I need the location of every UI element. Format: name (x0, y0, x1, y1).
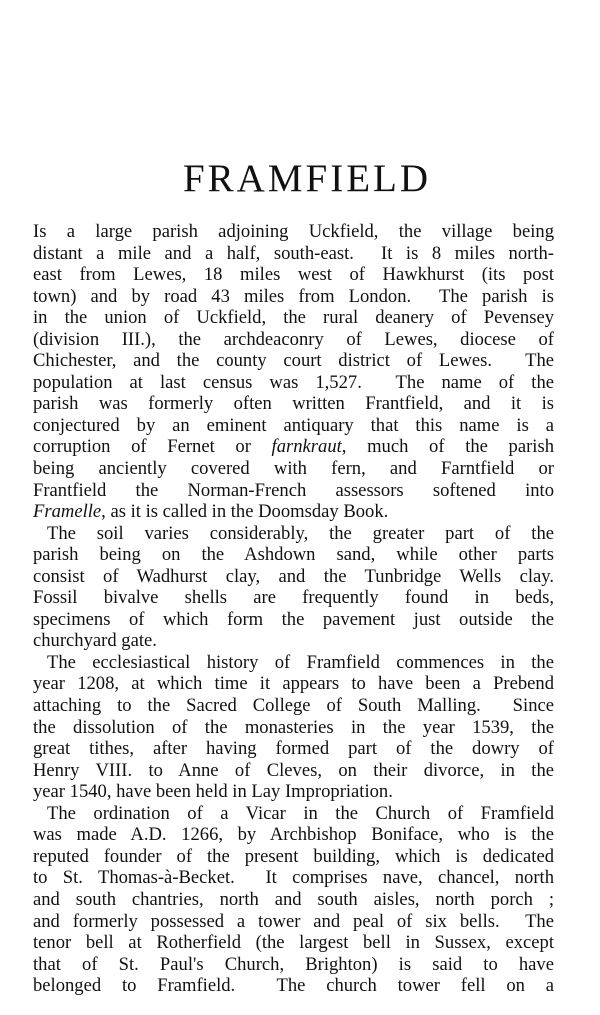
text-line (33, 975, 554, 997)
text-run: Fossil bivalve shells are frequently found in beds, (33, 587, 554, 609)
text-line (33, 436, 554, 458)
text-run: (division III.), the archdeaconry of Lewes, diocese of (33, 328, 554, 350)
text-run: attaching to the Sacred College of South Malling. Since (33, 695, 554, 717)
text-line (33, 587, 554, 609)
text-run: parish was formerly often written Frantfield, and it is (33, 393, 554, 415)
text-line (33, 501, 554, 523)
text-line (33, 523, 554, 545)
text-line (33, 803, 554, 825)
text-run: specimens of which form the pavement just outside the (33, 608, 554, 630)
text-run: and south chantries, north and south aisles, north porch ; (33, 888, 554, 910)
text-run: that of St. Paul's Church, Brighton) is said to have (33, 953, 554, 975)
text-line (33, 566, 554, 588)
text-line (33, 781, 554, 803)
text-run: great tithes, after having formed part of the dowry of (33, 738, 554, 760)
text-run: Frantfield the Norman-French assessors softened into (33, 479, 554, 501)
text-run: the dissolution of the monasteries in the year 1539, the (33, 716, 554, 738)
text-line (33, 393, 554, 415)
text-line (33, 673, 554, 695)
text-run: was made A.D. 1266, by Archbishop Boniface, who is the (33, 824, 554, 846)
text-run: The soil varies considerably, the greater part of the (47, 522, 554, 544)
text-run: The ecclesiastical history of Framfield commences in the (47, 651, 554, 673)
text-line (33, 544, 554, 566)
text-line (33, 954, 554, 976)
text-run: year 1540, have been held in Lay Impropriation. (33, 781, 393, 803)
text-run: Henry VIII. to Anne of Cleves, on their divorce, in the (33, 759, 554, 781)
text-line (33, 480, 554, 502)
text-line (33, 609, 554, 631)
text-run: east from Lewes, 18 miles west of Hawkhurst (its post (33, 264, 554, 286)
text-run: being anciently covered with fern, and Farntfield or (33, 458, 554, 480)
text-run: , much of the parish (341, 436, 555, 458)
text-run: consist of Wadhurst clay, and the Tunbridge Wells clay. (33, 565, 554, 587)
text-run: year 1208, at which time it appears to have been a Prebend (33, 673, 554, 695)
text-run: tenor bell at Rotherfield (the largest bell in Sussex, except (33, 932, 554, 954)
text-line (33, 846, 554, 868)
text-line (33, 695, 554, 717)
page-title: FRAMFIELD (182, 157, 432, 200)
text-run: Is a large parish adjoining Uckfield, the village being (33, 221, 554, 242)
text-run: parish being on the Ashdown sand, while other parts (33, 544, 554, 566)
text-line (33, 243, 554, 265)
text-line (33, 867, 554, 889)
text-run: to St. Thomas-à-Becket. It comprises nave, chancel, north (33, 867, 554, 889)
text-run: , as it is called in the Doomsday Book. (101, 501, 389, 523)
text-line (33, 307, 554, 329)
text-run: population at last census was 1,527. The name of the (33, 371, 554, 393)
text-run: in the union of Uckfield, the rural deanery of Pevensey (33, 307, 554, 329)
text-run: churchyard gate. (33, 630, 157, 652)
italic-text: farnkraut (271, 436, 342, 458)
text-run: belonged to Framfield. The church tower fell on a (33, 975, 554, 997)
text-run: distant a mile and a half, south-east. It is 8 miles north- (33, 242, 554, 264)
text-line (33, 932, 554, 954)
text-line (33, 264, 554, 286)
text-line (33, 415, 554, 437)
text-line (33, 372, 554, 394)
text-line (33, 911, 554, 933)
text-line (33, 717, 554, 739)
text-line (33, 630, 554, 652)
text-line (33, 652, 554, 674)
text-line (33, 221, 554, 243)
text-run: reputed founder of the present building, which is dedicated (33, 845, 554, 867)
text-run: Chichester, and the county court district of Lewes. The (33, 350, 554, 372)
text-line (33, 458, 554, 480)
text-line (33, 889, 554, 911)
text-line (33, 738, 554, 760)
body-text (33, 221, 554, 997)
text-run: corruption of Fernet or (33, 436, 272, 458)
text-run: and formerly possessed a tower and peal of six bells. The (33, 910, 554, 932)
text-line (33, 329, 554, 351)
text-line (33, 760, 554, 782)
text-line (33, 824, 554, 846)
text-run: conjectured by an eminent antiquary that this name is a (33, 414, 554, 436)
text-run: The ordination of a Vicar in the Church of Framfield (47, 802, 554, 824)
text-line (33, 286, 554, 308)
italic-text: Framelle (33, 501, 102, 523)
text-line (33, 350, 554, 372)
text-run: town) and by road 43 miles from London. The parish is (33, 285, 554, 307)
